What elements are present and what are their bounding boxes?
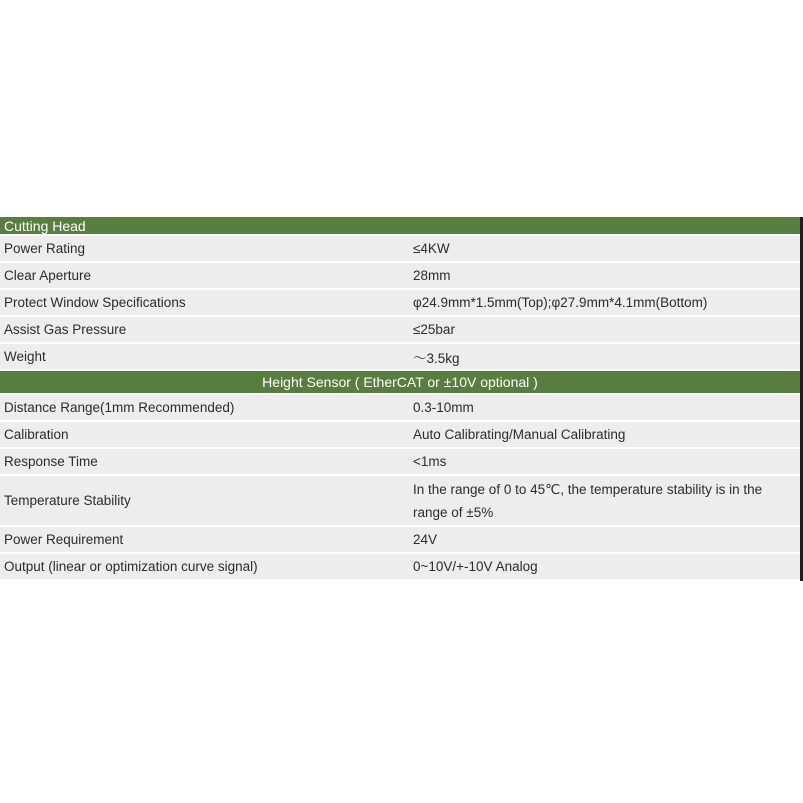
spec-value: ≤4KW <box>413 241 450 256</box>
spec-value: Auto Calibrating/Manual Calibrating <box>413 427 626 442</box>
spec-label: Assist Gas Pressure <box>4 322 127 337</box>
table-row <box>0 476 800 527</box>
section-title: Cutting Head <box>4 217 86 234</box>
spec-value: <1ms <box>413 454 447 469</box>
spec-label: Calibration <box>4 427 69 442</box>
spec-label: Distance Range(1mm Recommended) <box>4 400 235 415</box>
spec-label: Protect Window Specifications <box>4 295 186 310</box>
spec-label: Temperature Stability <box>4 493 131 508</box>
spec-label: Output (linear or optimization curve signal) <box>4 559 258 574</box>
spec-label: Power Requirement <box>4 532 124 547</box>
spec-label: Clear Aperture <box>4 268 92 283</box>
section-header-height-sensor <box>0 371 800 395</box>
table-row <box>0 317 800 344</box>
section-header-cutting-head <box>0 217 800 236</box>
table-row <box>0 422 800 449</box>
table-row <box>0 290 800 317</box>
spec-value: φ24.9mm*1.5mm(Top);φ27.9mm*4.1mm(Bottom) <box>413 295 708 310</box>
spec-label: Response Time <box>4 454 98 469</box>
table-row <box>0 236 800 263</box>
spec-value: 24V <box>413 532 438 547</box>
spec-value: ～3.5kg <box>413 350 460 366</box>
table-row <box>0 449 800 476</box>
table-row <box>0 554 800 581</box>
spec-value: 28mm <box>413 268 451 283</box>
spec-value: 0~10V/+-10V Analog <box>413 559 538 574</box>
table-row <box>0 395 800 422</box>
section-title: Height Sensor ( EtherCAT or ±10V optional ) <box>262 374 538 390</box>
spec-label: Weight <box>4 349 46 364</box>
spec-value: In the range of 0 to 45℃, the temperature stability is in the range of ±5% <box>413 481 763 520</box>
spec-table <box>0 217 803 581</box>
spec-label: Power Rating <box>4 241 86 256</box>
table-row <box>0 344 800 371</box>
table-row <box>0 527 800 554</box>
spec-value: ≤25bar <box>413 322 455 337</box>
table-row <box>0 263 800 290</box>
spec-value: 0.3-10mm <box>413 400 474 415</box>
